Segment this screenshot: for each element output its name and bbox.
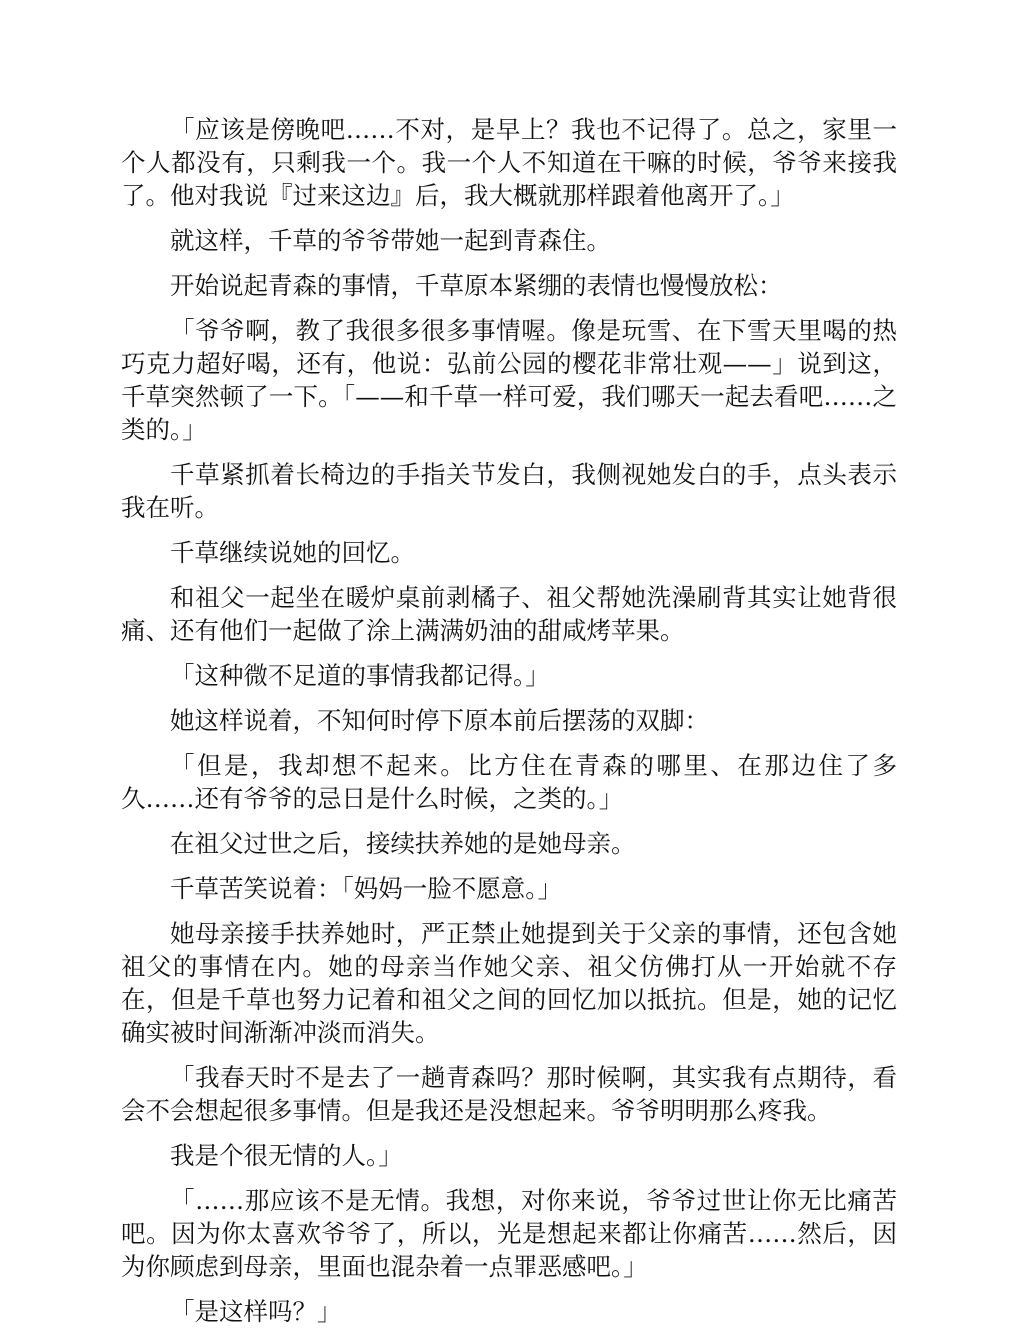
paragraph: 在祖父过世之后，接续扶养她的是她母亲。 bbox=[170, 829, 636, 858]
paragraph: 千草紧抓着长椅边的手指关节发白，我侧视她发白的手，点头表示我在听。 bbox=[121, 460, 897, 522]
paragraph: 她母亲接手扶养她时，严正禁止她提到关于父亲的事情，还包含她祖父的事情在内。她的母亲当作她父亲、祖父仿佛打从一开始就不存在，但是千草也努力记着和祖父之间的回忆加以抵抗。但是，她的记忆确实被时间渐渐冲淡而消失。 bbox=[121, 919, 897, 1047]
paragraph: 千草苦笑说着：「妈妈一脸不愿意。」 bbox=[170, 874, 562, 903]
paragraph: 「但是，我却想不起来。比方住在青森的哪里、在那边住了多久……还有爷爷的忌日是什么时候，之类的。」 bbox=[121, 751, 897, 813]
paragraph: 我是个很无情的人。」 bbox=[170, 1141, 403, 1170]
paragraph: 「这种微不足道的事情我都记得。」 bbox=[170, 661, 550, 690]
paragraph: 「应该是傍晚吧……不对，是早上？我也不记得了。总之，家里一个人都没有，只剩我一个。我一个人不知道在干嘛的时候，爷爷来接我了。他对我说『过来这边』后，我大概就那样跟着他离开了。」 bbox=[121, 115, 897, 210]
paragraph: 和祖父一起坐在暖炉桌前剥橘子、祖父帮她洗澡刷背其实让她背很痛、还有他们一起做了涂上满满奶油的甜咸烤苹果。 bbox=[121, 583, 897, 645]
paragraph: 千草继续说她的回忆。 bbox=[170, 538, 415, 567]
body-text bbox=[121, 113, 897, 1340]
paragraph: 「我春天时不是去了一趟青森吗？那时候啊，其实我有点期待，看会不会想起很多事情。但是我还是没想起来。爷爷明明那么疼我。 bbox=[121, 1063, 897, 1125]
paragraph: 她这样说着，不知何时停下原本前后摆荡的双脚： bbox=[170, 706, 709, 735]
paragraph: 就这样，千草的爷爷带她一起到青森住。 bbox=[170, 226, 611, 255]
paragraph: 「爷爷啊，教了我很多很多事情喔。像是玩雪、在下雪天里喝的热巧克力超好喝，还有，他说：弘前公园的樱花非常壮观——」说到这，千草突然顿了一下。「——和千草一样可爱，我们哪天一起去看吧……之类的。」 bbox=[121, 316, 897, 444]
paragraph: 「……那应该不是无情。我想，对你来说，爷爷过世让你无比痛苦吧。因为你太喜欢爷爷了，所以，光是想起来都让你痛苦……然后，因为你顾虑到母亲，里面也混杂着一点罪恶感吧。」 bbox=[121, 1186, 897, 1281]
paragraph: 开始说起青森的事情，千草原本紧绷的表情也慢慢放松： bbox=[170, 271, 783, 300]
paragraph: 「是这样吗？」 bbox=[170, 1297, 342, 1326]
